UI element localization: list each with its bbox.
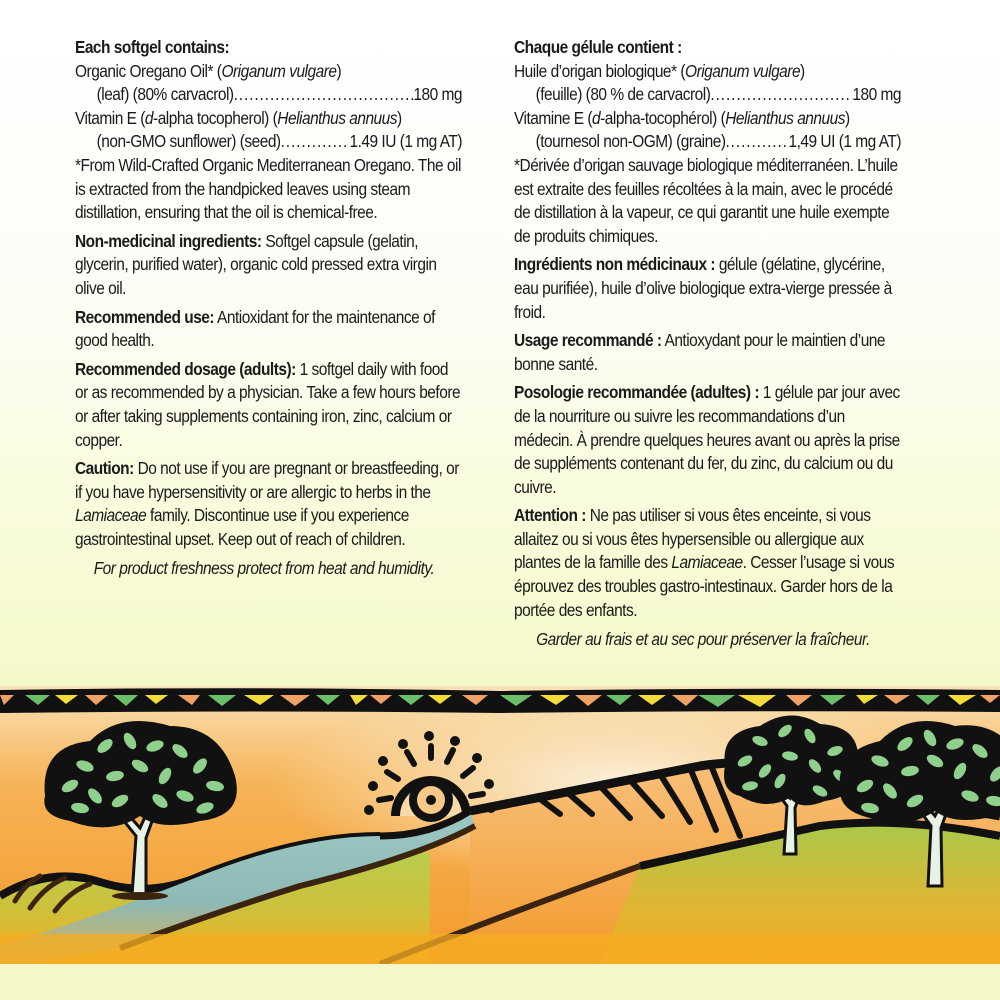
oregano-footnote-fr: *Dérivée d’origan sauvage biologique méditerranéen. L’huile est extraite des feuilles récoltées à la main, avec le procédé de distillation à la vapeur, ce qui garantit une huile exempte de produits chimiques. <box>514 154 898 246</box>
ingredient-vitamin-e: Vitamin E (d-alpha tocopherol) (Helianthus annuus) <box>75 107 402 128</box>
french-column <box>514 36 901 652</box>
recommended-dosage-fr: Posologie recommandée (adultes) : 1 gélule par jour avec de la nourriture ou suivre les recommandations d’un médecin. À prendre quelques heures avant ou après la prise de suppléments contenant du fer, du zinc, du calcium ou du cuivre. <box>514 382 900 497</box>
dot-leader <box>710 83 852 107</box>
recommended-use-fr: Usage recommandé : Antioxydant pour le maintien d’une bonne santé. <box>514 330 886 374</box>
ingredient-oregano: Organic Oregano Oil* (Origanum vulgare) <box>75 60 342 81</box>
recommended-use: Recommended use: Antioxidant for the maintenance of good health. <box>75 306 435 351</box>
storage-note: For product freshness protect from heat and humidity. <box>93 558 435 579</box>
ingredient-vitamin-e-amount-row-fr: (tournesol non-OGM) (graine) ..... 1,49 UI (1 mg AT) <box>514 130 901 154</box>
caution-fr: Attention : Ne pas utiliser si vous êtes enceinte, si vous allaitez ou si vous êtes hypersensible ou allergique aux plantes de la famille des Lamiaceae. Cesser l’usage si vous éprouvez des troubles gastro-intestinaux. Garder hors de la portée des enfants. <box>514 505 895 620</box>
triangle-border <box>0 688 1000 713</box>
dot-leader <box>281 130 350 154</box>
contains-heading: Each softgel contains: <box>75 37 230 57</box>
ingredient-oregano-amount-row: (leaf) (80% carvacrol) ..... 180 mg <box>75 83 462 107</box>
caution: Caution: Do not use if you are pregnant or breastfeeding, or if you have hypersensitivity or are allergic to herbs in the Lamiaceae family. Discontinue use if you experience gastrointestinal upset. Keep out of reach of children. <box>75 458 459 549</box>
oregano-footnote: *From Wild-Crafted Organic Mediterranean Oregano. The oil is extracted from the handpicked leaves using steam distillation, ensuring that the oil is chemical-free. <box>75 154 461 223</box>
dot-leader <box>234 83 414 107</box>
dot-leader <box>725 130 788 154</box>
english-column <box>75 36 462 581</box>
ingredient-oregano-fr: Huile d’origan biologique* (Origanum vulgare) <box>514 60 805 81</box>
ingredient-vitamin-e-fr: Vitamine E (d-alpha-tocophérol) (Helianthus annuus) <box>514 107 850 128</box>
ingredient-vitamin-e-amount-row: (non-GMO sunflower) (seed) ..... 1.49 IU (1 mg AT) <box>75 130 462 154</box>
nonmedicinal-ingredients: Non-medicinal ingredients: Softgel capsule (gelatin, glycerin, purified water), organic cold pressed extra virgin olive oil. <box>75 230 437 298</box>
contains-heading-fr: Chaque gélule contient : <box>514 37 682 57</box>
storage-note-fr: Garder au frais et au sec pour préserver la fraîcheur. <box>536 629 870 650</box>
recommended-dosage: Recommended dosage (adults): 1 softgel daily with food or as recommended by a physician. Take a few hours before or after taking supplements containing iron, zinc, calcium or copper. <box>75 358 461 450</box>
landscape-illustration <box>0 686 1000 964</box>
ingredient-oregano-amount-row-fr: (feuille) (80 % de carvacrol) ..... 180 mg <box>514 83 901 107</box>
nonmedicinal-ingredients-fr: Ingrédients non médicinaux : gélule (gélatine, glycérine, eau purifiée), huile d’olive biologique extra-vierge pressée à froid. <box>514 254 892 322</box>
